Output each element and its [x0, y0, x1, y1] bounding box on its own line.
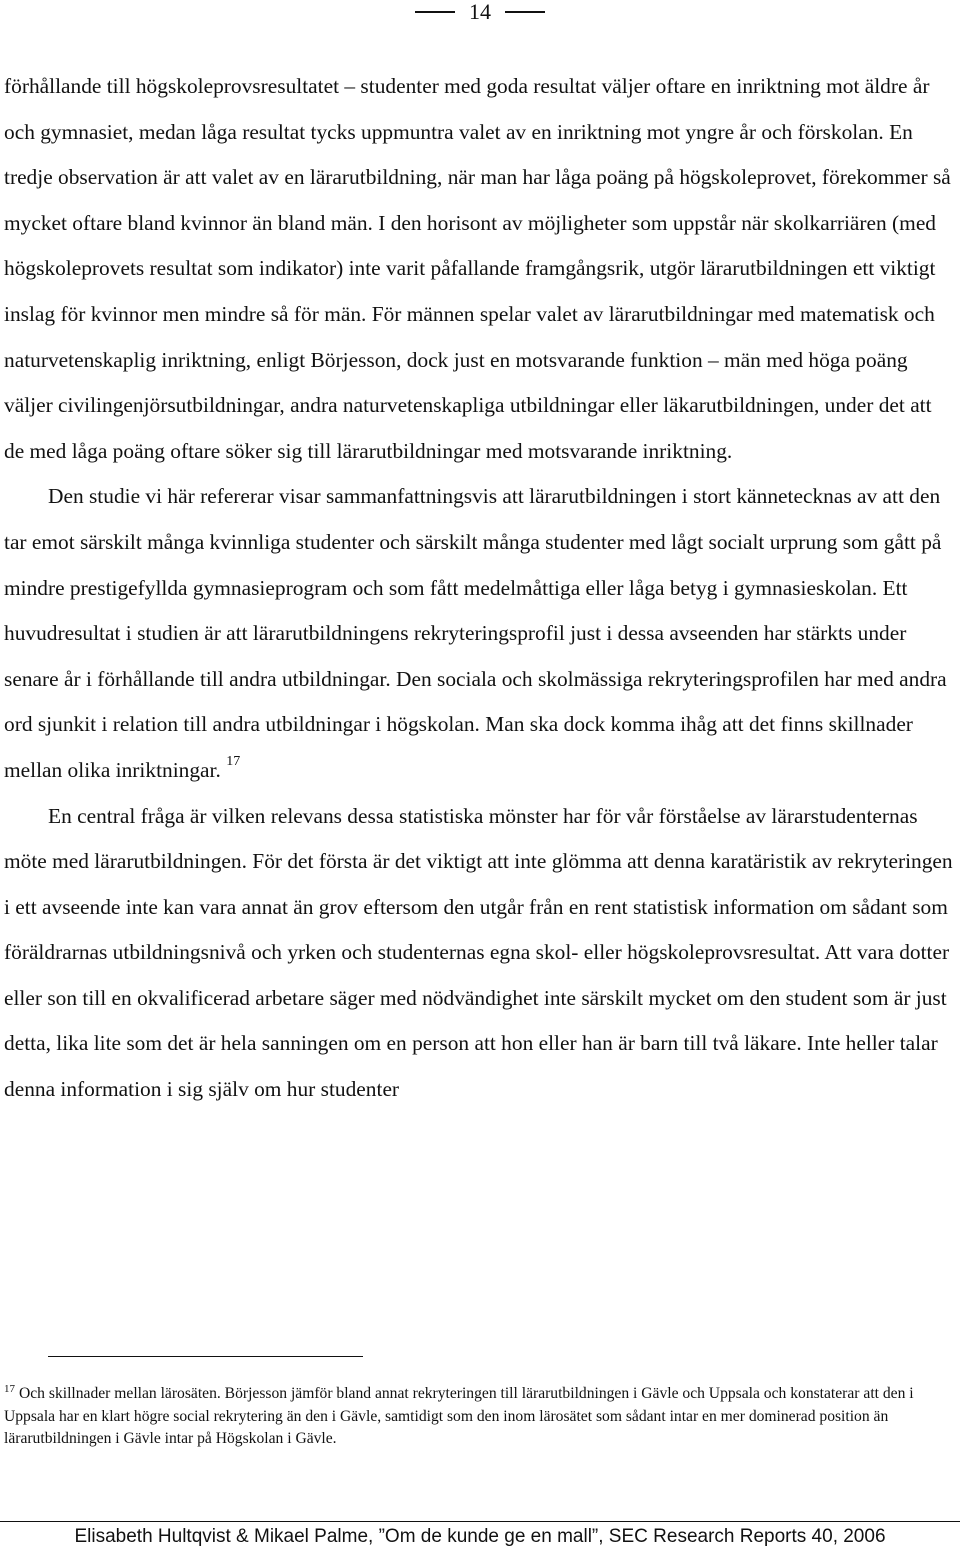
- paragraph-3: En central fråga är vilken relevans dessa statistiska mönster har för vår förståelse av lärarstudenternas möte med lärarutbildningen. För det första är det viktigt att inte glömma att denna karatäristik av rekryteringen i ett avseende inte kan vara annat än grov eftersom den utgår från en rent statistisk information om sådant som föräldrarnas utbildningsnivå och yrken och studenternas egna skol- eller högskoleprovsresultat. Att vara dotter eller son till en okvalificerad arbetare säger med nödvändighet inte särskilt mycket om den student som är just detta, lika lite som det är hela sanningen om en person att hon eller han är barn till två läkare. Inte heller talar denna information i sig själv om hur studenter: [4, 803, 953, 1102]
- page-header: [0, 0, 960, 24]
- footnote-text: Och skillnader mellan lärosäten. Börjesson jämför bland annat rekryteringen till lärarutbildningen i Gävle och Uppsala och konstaterar att den i Uppsala har en klart högre social rekrytering än den i Gävle, samtidigt som den inom lärosätet som sådant intar en mer dominerad position än lärarutbildningen i Gävle intar på Högskolan i Gävle.: [4, 1385, 914, 1447]
- footnote: [4, 1383, 954, 1451]
- footnote-reference[interactable]: 17: [226, 753, 241, 769]
- paragraph-1: förhållande till högskoleprovsresultatet – studenter med goda resultat väljer oftare en inriktning mot äldre år och gymnasiet, medan låga resultat tycks uppmuntra valet av en inriktning mot yngre år och förskolan. En tredje observation är att valet av en lärarutbildning, när man har låga poäng på högskoleprovet, förekommer så mycket oftare bland kvinnor än bland män. I den horisont av möjligheter som uppstår när skolkarriären (med högskoleprovets resultat som indikator) inte varit påfallande framgångsrik, utgör lärarutbildningen ett viktigt inslag för kvinnor men mindre så för män. För männen spelar valet av lärarutbildningar med matematisk och naturvetenskaplig inriktning, enligt Börjesson, dock just en motsvarande funktion – män med höga poäng väljer civilingenjörsutbildningar, andra naturvetenskapliga utbildningar eller läkarutbildningen, under det att de med låga poäng oftare söker sig till lärarutbildningar med motsvarande inriktning.: [4, 74, 951, 463]
- paragraph-2: [4, 474, 954, 793]
- paragraph-2-text: Den studie vi här refererar visar sammanfattningsvis att lärarutbildningen i stort kännetecknas av att den tar emot särskilt många kvinnliga studenter och särskilt många studenter med lågt socialt urprung som gått på mindre prestigefyllda gymnasieprogram och som fått medelmåttiga eller låga betyg i gymnasieskolan. Ett huvudresultat i studien är att lärarutbildningens rekryteringsprofil just i dessa avseenden har stärkts under senare år i förhållande till andra utbildningar. Den sociala och skolmässiga rekryteringsprofilen har med andra ord sjunkit i relation till andra utbildningar i högskolan. Man ska dock komma ihåg att det finns skillnader mellan olika inriktningar.: [4, 484, 947, 782]
- footnote-number: 17: [4, 1383, 15, 1395]
- footnote-separator: [48, 1356, 363, 1357]
- page-number: 14: [469, 0, 491, 24]
- footer-rule: [0, 1521, 960, 1522]
- header-rule-right: [505, 11, 545, 13]
- header-rule-left: [415, 11, 455, 13]
- body-text: [4, 64, 954, 1113]
- page-footer: Elisabeth Hultqvist & Mikael Palme, ”Om de kunde ge en mall”, SEC Research Reports 40, 2006: [74, 1526, 886, 1547]
